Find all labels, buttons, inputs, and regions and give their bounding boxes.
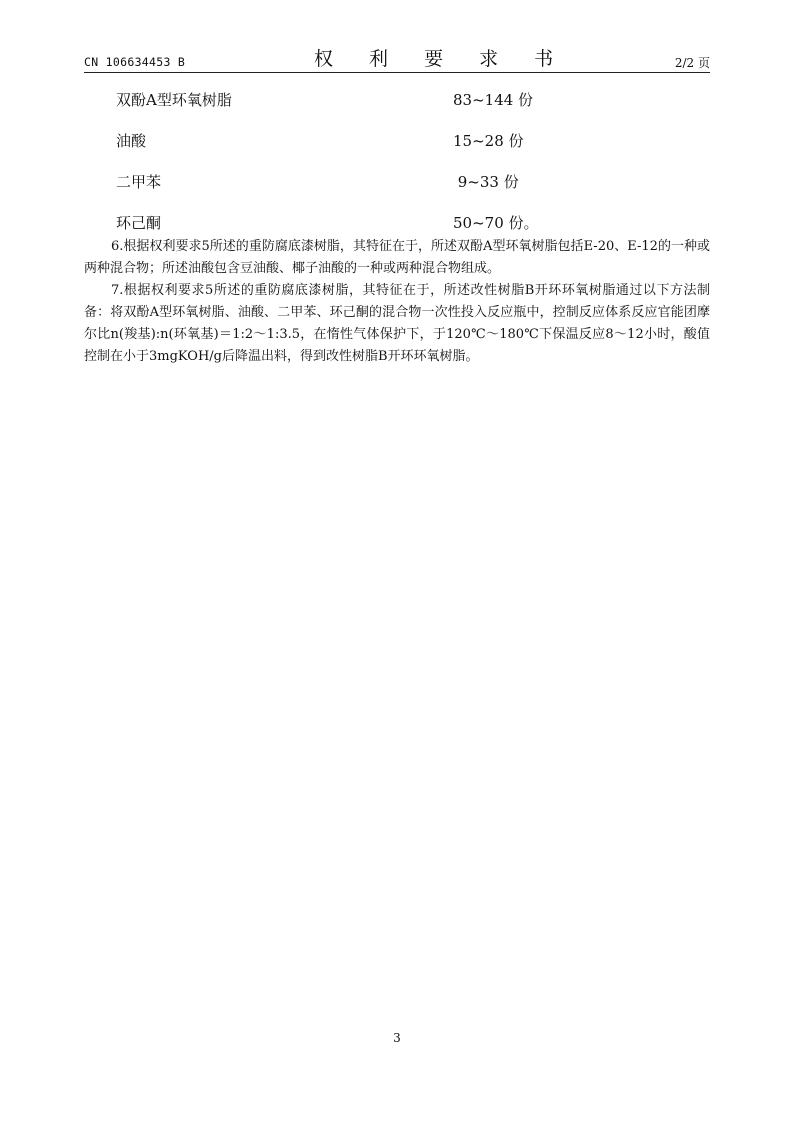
component-amount: 83~144 份	[453, 91, 534, 109]
component-list	[84, 80, 710, 244]
claims-text	[84, 236, 710, 368]
component-amount: 9~33 份	[453, 173, 519, 191]
page-header	[84, 40, 710, 74]
page-count: 2/2 页	[674, 56, 710, 70]
page-number: 3	[393, 1031, 401, 1045]
component-amount: 50~70 份。	[453, 214, 539, 232]
header-divider	[84, 72, 710, 73]
component-name: 双酚A型环氧树脂	[116, 91, 232, 109]
component-row	[84, 121, 710, 162]
component-name: 二甲苯	[116, 173, 162, 191]
component-row	[84, 80, 710, 121]
component-name: 油酸	[116, 132, 147, 150]
component-amount: 15~28 份	[453, 132, 524, 150]
document-title: 权 利 要 求 书	[314, 48, 569, 70]
claim-6: 6.根据权利要求5所述的重防腐底漆树脂，其特征在于，所述双酚A型环氧树脂包括E-20、E-12的一种或两种混合物；所述油酸包含豆油酸、椰子油酸的一种或两种混合物组成。	[84, 239, 710, 276]
claim-7: 7.根据权利要求5所述的重防腐底漆树脂，其特征在于，所述改性树脂B开环环氧树脂通过以下方法制备：将双酚A型环氧树脂、油酸、二甲苯、环己酮的混合物一次性投入反应瓶中，控制反应体系反应官能团摩尔比n(羧基):n(环氧基)＝1:2～1:3.5，在惰性气体保护下，于120℃～180℃下保温反应8～12小时，酸值控制在小于3mgKOH/g后降温出料，得到改性树脂B开环环氧树脂。	[84, 283, 710, 364]
component-name: 环己酮	[116, 214, 162, 232]
component-row	[84, 162, 710, 203]
publication-number: CN 106634453 B	[84, 55, 186, 69]
